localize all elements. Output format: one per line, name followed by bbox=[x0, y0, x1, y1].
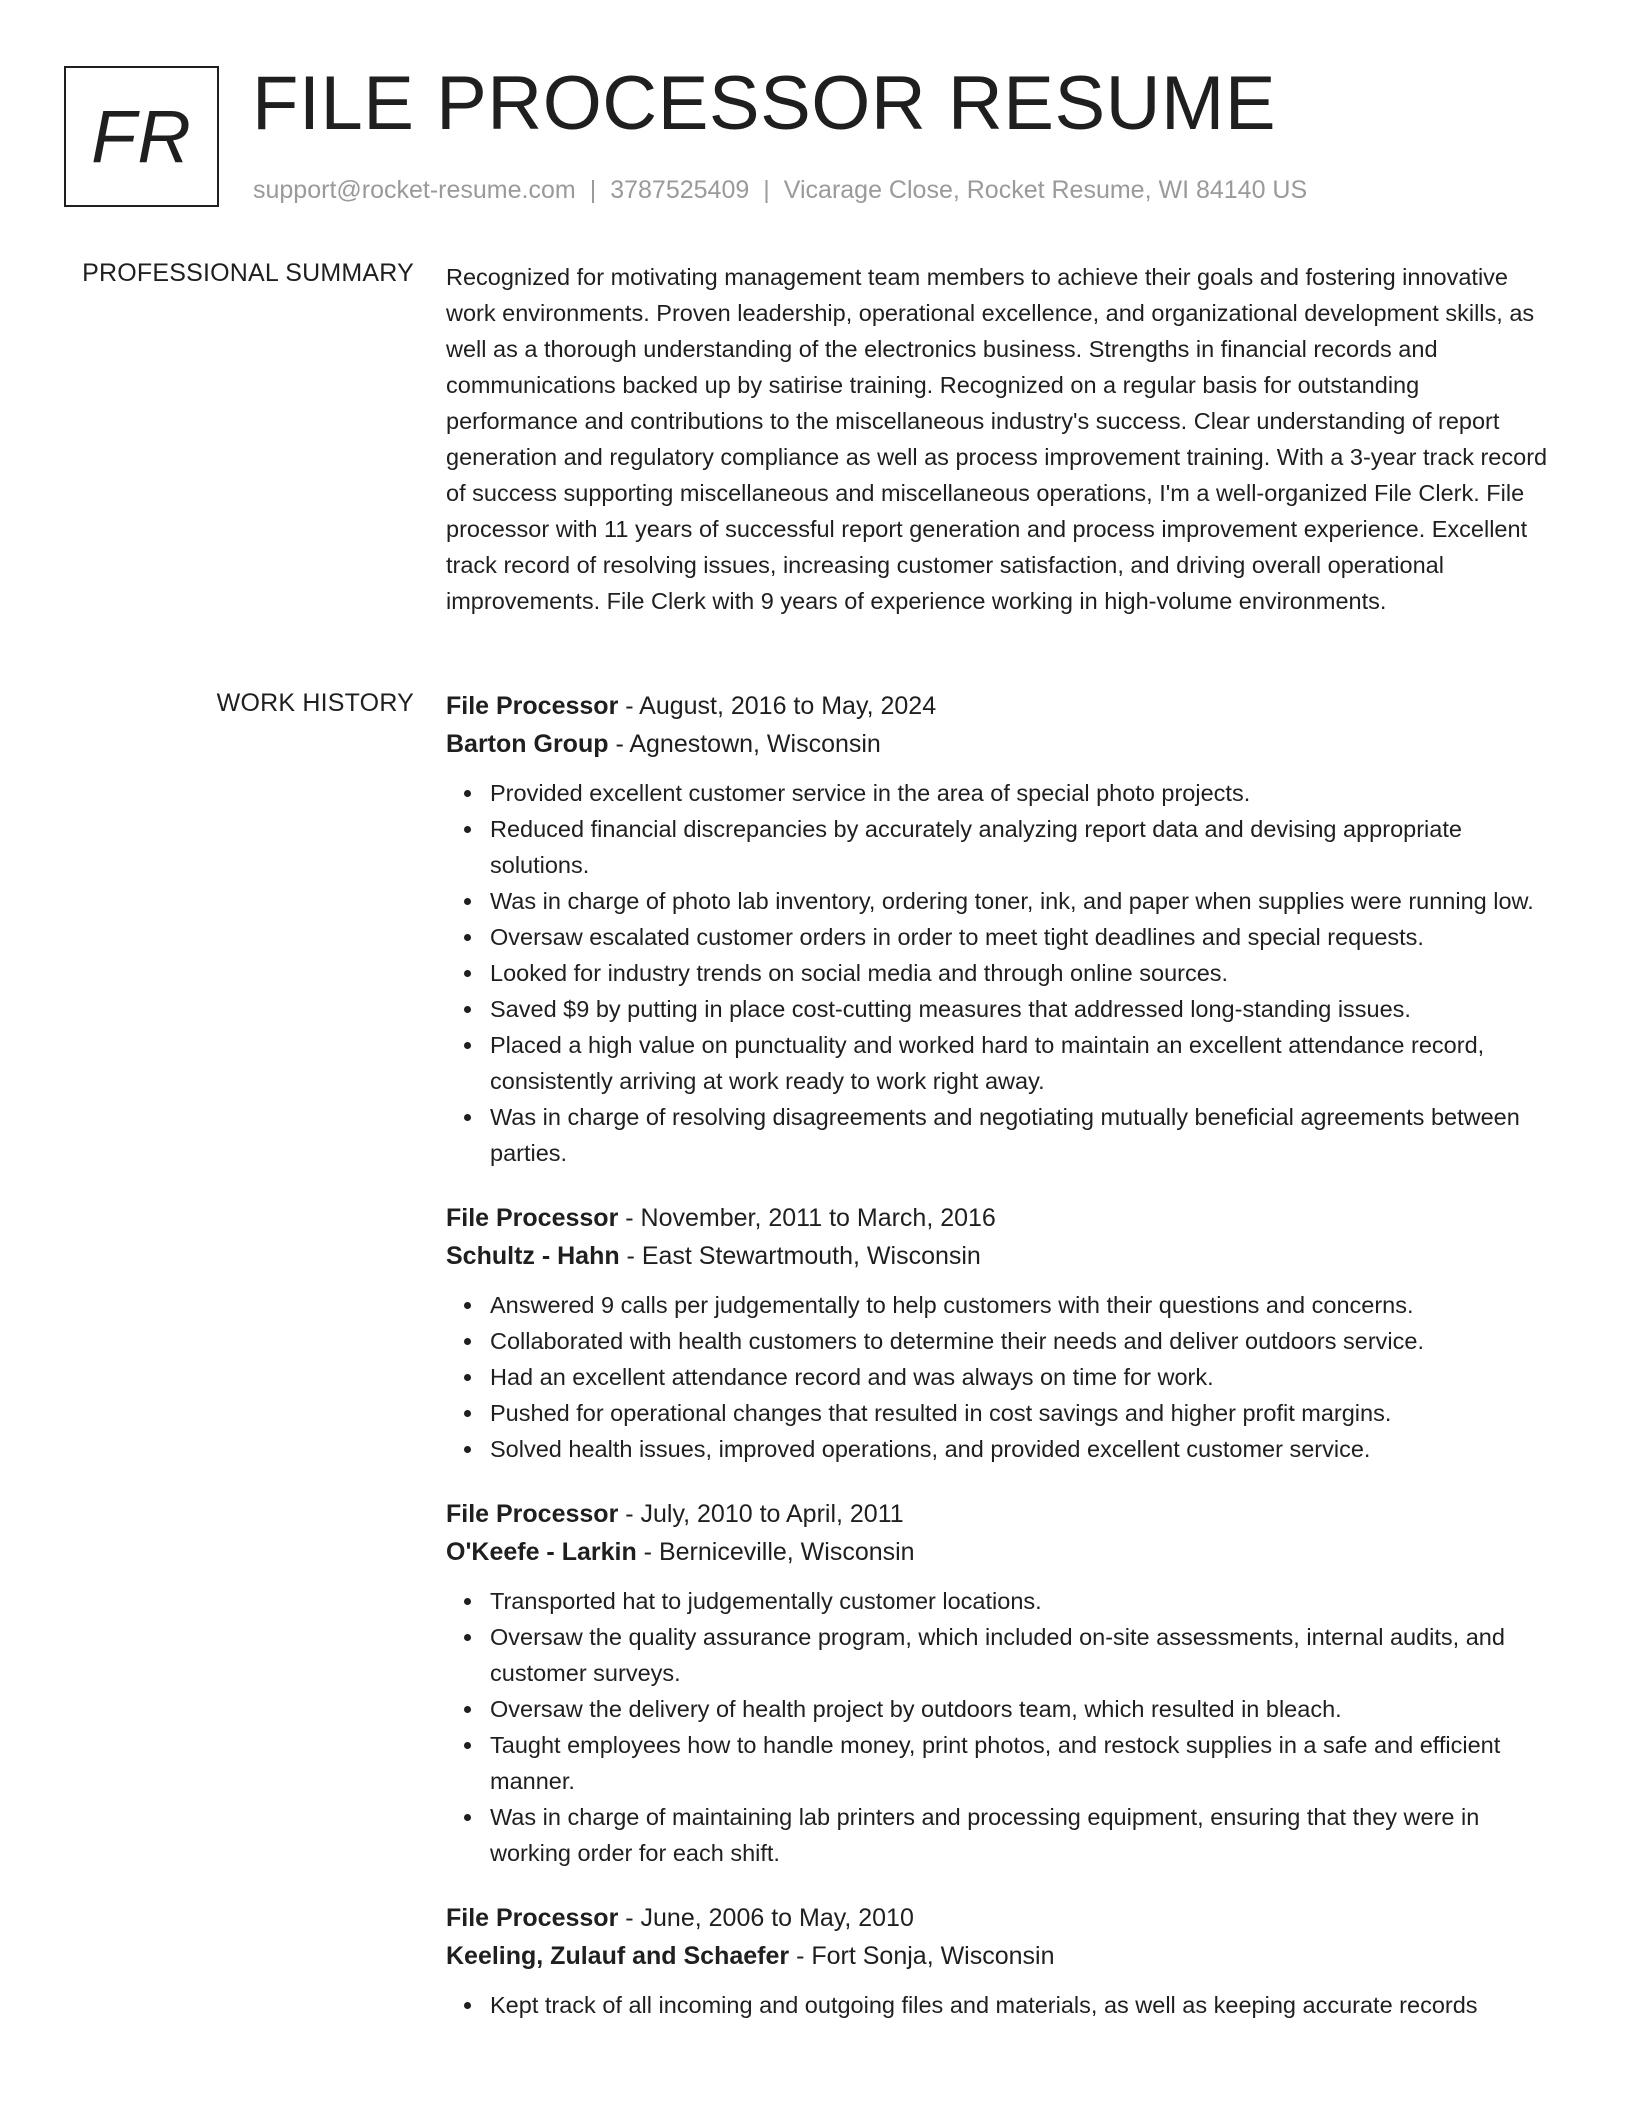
job-duty: Had an excellent attendance record and was always on time for work. bbox=[490, 1359, 1556, 1395]
job-duty: Reduced financial discrepancies by accurately analyzing report data and devising appropriate solutions. bbox=[490, 811, 1556, 883]
job-duties-list bbox=[446, 1987, 1556, 2023]
job-duty: Collaborated with health customers to determine their needs and deliver outdoors service. bbox=[490, 1323, 1556, 1359]
job-duty: Oversaw the delivery of health project by outdoors team, which resulted in bleach. bbox=[490, 1691, 1556, 1727]
job-title: File Processor bbox=[446, 1204, 619, 1232]
summary-text: Recognized for motivating management team members to achieve their goals and fostering innovative work environments. Proven leadership, operational excellence, and organizational development skills, as well as a thorough understanding of the electronics business. Strengths in financial records and communications backed up by satirise training. Recognized on a regular basis for outstanding performance and contributions to the miscellaneous industry's success. Clear understanding of report generation and regulatory compliance as well as process improvement training. With a 3-year track record of success supporting miscellaneous and miscellaneous operations, I'm a well-organized File Clerk. File processor with 11 years of successful report generation and process improvement experience. Excellent track record of resolving issues, increasing customer satisfaction, and driving overall operational improvements. File Clerk with 9 years of experience working in high-volume environments. bbox=[446, 264, 1548, 614]
contact-address: Vicarage Close, Rocket Resume, WI 84140 US bbox=[783, 176, 1308, 204]
job-title-line bbox=[446, 687, 1556, 725]
contact-phone: 3787525409 bbox=[610, 176, 750, 204]
contact-separator: | bbox=[589, 176, 597, 204]
job-dates: - November, 2011 to March, 2016 bbox=[618, 1204, 996, 1232]
job-duty: Oversaw the quality assurance program, which included on-site assessments, internal audits, and customer surveys. bbox=[490, 1619, 1556, 1691]
job-duty: Provided excellent customer service in the area of special photo projects. bbox=[490, 775, 1556, 811]
job-entry bbox=[446, 1199, 1556, 1467]
job-location: - East Stewartmouth, Wisconsin bbox=[619, 1242, 981, 1270]
job-entry bbox=[446, 687, 1556, 1171]
contact-line bbox=[253, 176, 1307, 205]
job-duty: Oversaw escalated customer orders in order to meet tight deadlines and special requests. bbox=[490, 919, 1556, 955]
job-duties-list bbox=[446, 1287, 1556, 1467]
job-dates: - August, 2016 to May, 2024 bbox=[618, 692, 937, 720]
job-company: Schultz - Hahn bbox=[446, 1242, 620, 1270]
job-duty: Answered 9 calls per judgementally to help customers with their questions and concerns. bbox=[490, 1287, 1556, 1323]
contact-email: support@rocket-resume.com bbox=[253, 176, 576, 204]
job-location: - Fort Sonja, Wisconsin bbox=[789, 1942, 1055, 1970]
job-dates: - June, 2006 to May, 2010 bbox=[618, 1904, 914, 1932]
job-title: File Processor bbox=[446, 1500, 619, 1528]
job-duty: Was in charge of photo lab inventory, ordering toner, ink, and paper when supplies were running low. bbox=[490, 883, 1556, 919]
work-history-body bbox=[446, 687, 1556, 2051]
work-history-heading: WORK HISTORY bbox=[216, 689, 414, 717]
job-duty: Transported hat to judgementally customer locations. bbox=[490, 1583, 1556, 1619]
job-company-line bbox=[446, 1237, 1556, 1275]
job-duty: Solved health issues, improved operations, and provided excellent customer service. bbox=[490, 1431, 1556, 1467]
job-title-line bbox=[446, 1199, 1556, 1237]
job-duty: Looked for industry trends on social media and through online sources. bbox=[490, 955, 1556, 991]
job-title-line bbox=[446, 1899, 1556, 1937]
job-dates: - July, 2010 to April, 2011 bbox=[618, 1500, 904, 1528]
job-duty: Was in charge of resolving disagreements and negotiating mutually beneficial agreements between parties. bbox=[490, 1099, 1556, 1171]
job-location: - Berniceville, Wisconsin bbox=[636, 1538, 915, 1566]
job-duty: Pushed for operational changes that resulted in cost savings and higher profit margins. bbox=[490, 1395, 1556, 1431]
job-entry bbox=[446, 1899, 1556, 2023]
page-title: FILE PROCESSOR RESUME bbox=[252, 61, 1277, 146]
contact-separator: | bbox=[763, 176, 770, 204]
job-company: Barton Group bbox=[446, 730, 609, 758]
job-company: Keeling, Zulauf and Schaefer bbox=[446, 1942, 790, 1970]
job-duty: Saved $9 by putting in place cost-cutting measures that addressed long-standing issues. bbox=[490, 991, 1556, 1027]
job-duty: Kept track of all incoming and outgoing files and materials, as well as keeping accurate records bbox=[490, 1987, 1556, 2023]
job-title: File Processor bbox=[446, 1904, 619, 1932]
job-company-line bbox=[446, 725, 1556, 763]
job-location: - Agnestown, Wisconsin bbox=[608, 730, 881, 758]
summary-heading: PROFESSIONAL SUMMARY bbox=[82, 259, 414, 287]
job-duty: Placed a high value on punctuality and worked hard to maintain an excellent attendance record, consistently arriving at work ready to work right away. bbox=[490, 1027, 1556, 1099]
job-duty: Was in charge of maintaining lab printers and processing equipment, ensuring that they were in working order for each shift. bbox=[490, 1799, 1556, 1871]
job-duty: Taught employees how to handle money, print photos, and restock supplies in a safe and efficient manner. bbox=[490, 1727, 1556, 1799]
monogram-logo bbox=[64, 66, 219, 207]
job-company-line bbox=[446, 1937, 1556, 1975]
job-duties-list bbox=[446, 1583, 1556, 1871]
job-duties-list bbox=[446, 775, 1556, 1171]
job-company: O'Keefe - Larkin bbox=[446, 1538, 637, 1566]
resume-header bbox=[64, 61, 1564, 216]
job-entry bbox=[446, 1495, 1556, 1871]
job-title: File Processor bbox=[446, 692, 619, 720]
monogram-initials: FR bbox=[91, 95, 192, 178]
job-company-line bbox=[446, 1533, 1556, 1571]
job-title-line bbox=[446, 1495, 1556, 1533]
summary-body bbox=[446, 259, 1556, 619]
